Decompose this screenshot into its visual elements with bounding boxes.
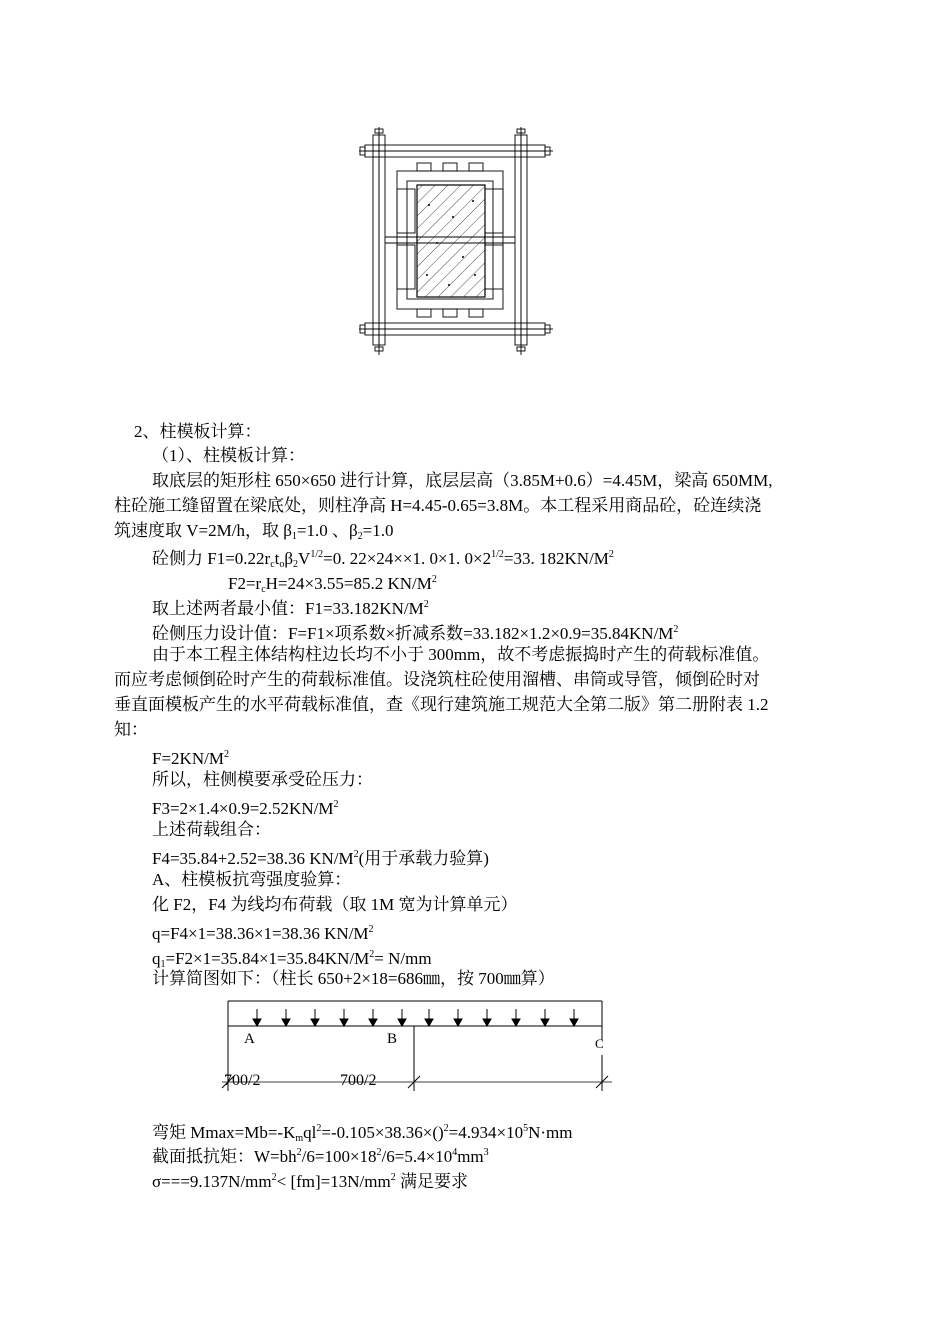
formula-line: 取上述两者最小值：$F1=33.182KN/M^2$ bbox=[152, 599, 429, 618]
load-arrow bbox=[454, 1009, 462, 1026]
paragraph-line: 上述荷载组合： bbox=[152, 820, 271, 839]
section-heading: 2、柱模板计算： bbox=[134, 422, 262, 441]
paragraph-line: 化 F2，F4 为线均布荷载（取 1M 宽为计算单元） bbox=[152, 895, 518, 914]
load-arrow bbox=[340, 1009, 348, 1026]
paragraph-line: 知： bbox=[114, 720, 148, 739]
load-arrow bbox=[369, 1009, 377, 1026]
formula-line: 砼侧压力设计值：F=F1×项系数×折减系数$=33.182\times 1.2\times 0.9=35.84KN/M^2$ bbox=[152, 624, 679, 643]
support-label-a: A bbox=[244, 1031, 255, 1047]
formula-line: $F=2KN/M^2$ bbox=[152, 749, 229, 768]
paragraph-line: 筑速度取 V=2M/h，取 $\beta_1=1.0$ 、$\beta_2=1.0$ bbox=[114, 521, 394, 542]
formula-line: 弯矩 $Mmax=Mb=-K_mql^2=-0.105\times 38.36\times()^2=4.934\times 10^5N\cdot mm$ bbox=[152, 1123, 573, 1144]
load-arrow bbox=[253, 1009, 261, 1026]
span-label: 700/2 bbox=[224, 1072, 261, 1089]
load-arrow bbox=[282, 1009, 290, 1026]
formula-line: $q_1=F2\times 1=35.84\times 1=35.84KN/M^2= N/mm$ bbox=[152, 949, 432, 970]
load-arrow bbox=[483, 1009, 491, 1026]
beam-calculation-diagram bbox=[210, 995, 630, 1100]
formula-line: F4=35.84+2.52=38.36 $KN/M^2$(用于承载力验算) bbox=[152, 849, 489, 868]
formula-line: 砼侧力 $F1=0.22r_ct_o\beta_2V^{1/2}=0$. 22×24××1. 0×1. $0\times 2^{1/2}=33$. $182KN/M^2$ bbox=[152, 549, 614, 570]
formula-line: $F3=2\times 1.4\times 0.9=2.52KN/M^2$ bbox=[152, 799, 339, 818]
paragraph-line: 取底层的矩形柱 650×650 进行计算，底层层高（3.85M+0.6）=4.45M，梁高 650MM, bbox=[152, 471, 773, 490]
load-arrow bbox=[512, 1009, 520, 1026]
load-arrow bbox=[425, 1009, 433, 1026]
column-formwork-section-drawing bbox=[355, 125, 565, 360]
paragraph-line: 由于本工程主体结构柱边长均不小于 300mm，故不考虑振捣时产生的荷载标准值。 bbox=[152, 645, 770, 664]
load-arrow bbox=[541, 1009, 549, 1026]
paragraph-line: 柱砼施工缝留置在梁底处，则柱净高 H=4.45-0.65=3.8M。本工程采用商品砼，砼连续浇 bbox=[114, 496, 762, 515]
span-label: 700/2 bbox=[340, 1072, 377, 1089]
subsection-heading: （1）、柱模板计算： bbox=[152, 446, 305, 465]
formula-line: $F2=r_cH=24\times 3.55=85.2$ $KN/M^2$ bbox=[228, 574, 437, 595]
support-label-c: C bbox=[595, 1036, 604, 1051]
load-arrow bbox=[398, 1009, 406, 1026]
formula-line: q=F4×1=38.36×1=38.36 $KN/M^2$ bbox=[152, 924, 374, 943]
paragraph-line: A、柱模板抗弯强度验算： bbox=[152, 870, 352, 889]
support-label-b: B bbox=[387, 1031, 398, 1047]
load-arrow bbox=[311, 1009, 319, 1026]
paragraph-line: 计算简图如下：（柱长 650+2×18=686㎜，按 700㎜算） bbox=[152, 969, 555, 988]
paragraph-line: 所以，柱侧模要承受砼压力： bbox=[152, 770, 373, 789]
formula-line: 截面抵抗矩：$W=bh^2/6=100\times 18^2/6=5.4\times 10^4mm^3$ bbox=[152, 1147, 489, 1166]
paragraph-line: 垂直面模板产生的水平荷载标准值，查《现行建筑施工规范大全第二版》第二册附表 1.2 bbox=[114, 695, 769, 714]
load-arrow bbox=[570, 1009, 578, 1026]
formula-line: $\sigma===9.137N/mm^2< [fm]=13N/mm^2$ 满足要求 bbox=[152, 1172, 468, 1191]
paragraph-line: 而应考虑倾倒砼时产生的荷载标准值。设浇筑柱砼使用溜槽、串筒或导管，倾倒砼时对 bbox=[114, 670, 760, 689]
